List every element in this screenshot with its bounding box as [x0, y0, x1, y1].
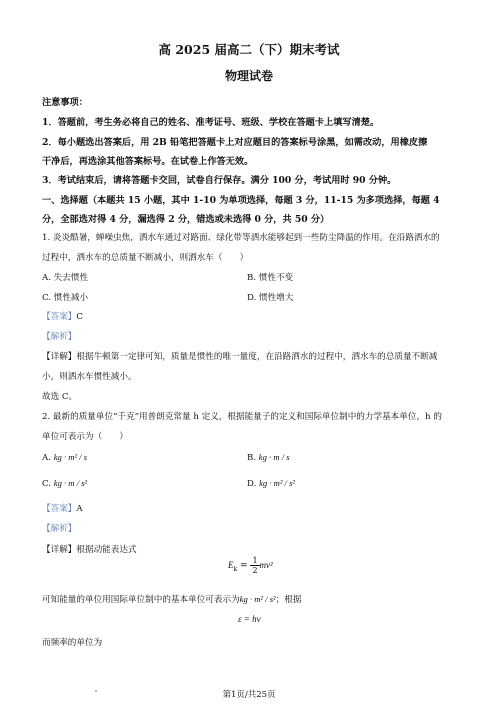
q1-option-c: C. 惯性减小	[42, 293, 89, 303]
q1-option-a: A. 失去惯性	[42, 273, 89, 283]
q2-answer	[42, 502, 83, 514]
q1-option-d: D. 惯性增大	[247, 293, 294, 303]
q1-answer	[42, 310, 83, 322]
option-unit: kg · m² / s	[53, 452, 88, 462]
formula-fraction	[250, 556, 259, 575]
option-unit: kg · m² / s²	[259, 478, 296, 488]
q1-analysis-label: 【解析】	[42, 332, 77, 342]
detail-unit: kg · m² / s²	[239, 594, 276, 604]
option-label: D.	[247, 479, 257, 489]
notice-item-2-line1: 2．每小题选出答案后，用 2B 铅笔把答题卡上对应题目的答案标号涂黑，如需改动，用橡皮擦	[42, 137, 428, 148]
option-label: C.	[42, 479, 52, 489]
answer-label: 【答案】	[42, 312, 77, 322]
exam-subtitle: 物理试卷	[224, 69, 273, 83]
q1-stem-line1: 1. 炎炎酷暑，蝉噪虫焦，洒水车通过对路面、绿化带等洒水能够起到一些防尘降温的作用。在沿路洒水的	[42, 233, 440, 243]
q1-conclusion: 故选 C。	[42, 392, 78, 402]
notice-item-3: 3．考试结束后，请将答题卡交回，试卷自行保存。满分 100 分，考试用时 90 分钟。	[42, 175, 397, 186]
notice-item-2-line2: 干净后，再选涂其他答案标号。在试卷上作答无效。	[42, 156, 254, 167]
answer-label: 【答案】	[42, 504, 77, 514]
q2-option-c	[42, 478, 87, 489]
q2-detail-line1: 【详解】根据动能表达式	[42, 545, 137, 555]
q2-detail-line2	[42, 593, 301, 605]
q1-option-b: B. 惯性不变	[247, 273, 294, 283]
formula-subscript: k	[233, 565, 238, 573]
q1-detail-line1: 【详解】根据牛顿第一定律可知，质量是惯性的唯一量度，在沿路洒水的过程中，洒水车的总质量不断减	[42, 352, 438, 362]
q2-detail-line3: 而频率的单位为	[42, 638, 103, 648]
q1-stem-line2: 过程中，洒水车的总质量不断减小，则洒水车（ ）	[42, 253, 249, 263]
notice-item-1: 1．答题前，考生务必将自己的姓名、准考证号、班级、学校在答题卡上填写清楚。	[42, 117, 380, 128]
option-unit: kg · m / s	[258, 452, 290, 462]
page-footer: 第1页/共25页	[222, 690, 276, 700]
formula-equals: =	[240, 561, 248, 571]
fraction-denominator: 2	[252, 566, 258, 575]
q1-detail-line2: 小，则洒水车惯性减小。	[42, 372, 137, 382]
q2-analysis-label: 【解析】	[42, 524, 77, 534]
answer-value: A	[76, 504, 83, 514]
option-label: A.	[42, 453, 51, 463]
kinetic-energy-formula	[228, 556, 273, 575]
q2-stem-line2: 单位可表示为（ ）	[42, 432, 128, 442]
exam-title: 高 2025 届高二（下）期末考试	[158, 42, 340, 57]
q2-option-a	[42, 452, 87, 463]
section-heading-line2: 分，全部选对得 4 分，漏选得 2 分，错选或未选得 0 分，共 50 分）	[42, 214, 330, 225]
answer-value: C	[76, 312, 83, 322]
formula-rhs: mv²	[259, 560, 273, 570]
option-label: B.	[247, 453, 257, 463]
notice-heading: 注意事项：	[42, 97, 88, 108]
section-heading-line1: 一、选择题（本题共 15 小题，其中 1-10 为单项选择，每题 3 分，11-15 为多项选择，每题 4	[42, 195, 440, 206]
q2-stem-line1: 2. 最新的质量单位“千克”用普朗克常量 h 定义，根据能量子的定义和国际单位制中的力学基本单位，h 的	[42, 412, 442, 422]
option-unit: kg · m / s²	[53, 478, 88, 488]
detail-text-end: ；根据	[275, 595, 302, 605]
formula-symbol: E	[228, 560, 234, 570]
q2-option-b	[247, 452, 290, 463]
fraction-numerator: 1	[252, 556, 258, 565]
photon-energy-formula: ε = hν	[238, 614, 261, 624]
detail-text: 可知能量的单位用国际单位制中的基本单位可表示为	[42, 595, 240, 605]
q2-option-d	[247, 478, 295, 489]
